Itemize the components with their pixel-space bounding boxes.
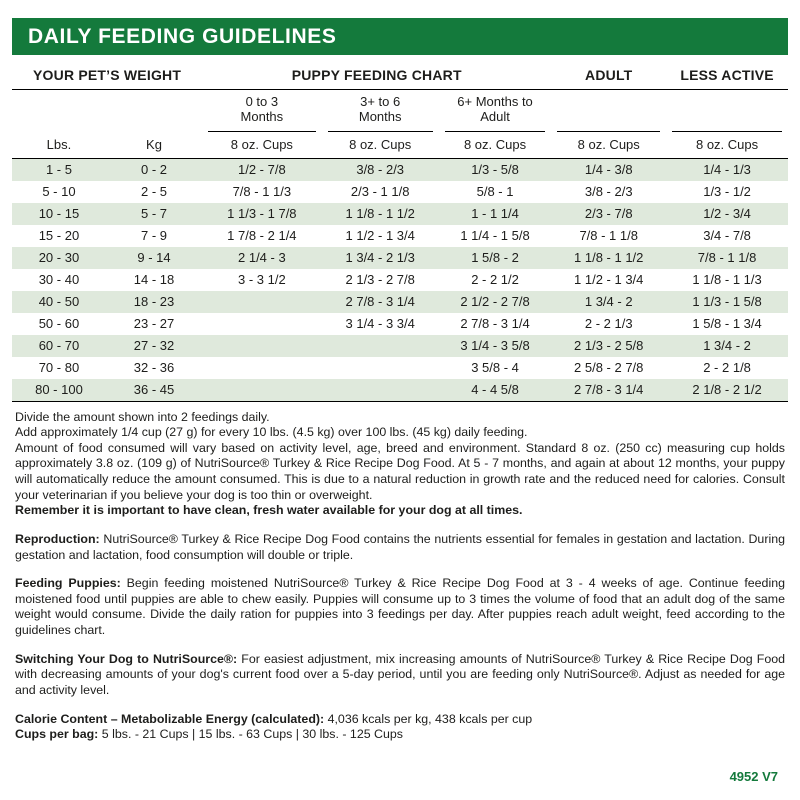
table-cell: 3 1/4 - 3 5/8	[460, 337, 530, 353]
table-cell: 4 - 4 5/8	[439, 379, 552, 402]
table-cell	[202, 379, 322, 402]
section-feeding-puppies-label: Feeding Puppies:	[15, 576, 121, 591]
section-reproduction-text: NutriSource® Turkey & Rice Recipe Dog Food contains the nutrients essential for females in gestation and lactation. During gestation and lactation, food consumption will double or triple.	[15, 531, 785, 562]
table-cell: 20 - 30	[38, 249, 80, 265]
table-cell	[202, 335, 322, 357]
unit-header-cups: 8 oz. Cups	[666, 132, 788, 159]
section-switching-text: For easiest adjustment, mix increasing amounts of NutriSource® Turkey & Rice Recipe Dog Food with decreasing amounts of your dog's current food over a 5-day period, until you are feeding only NutriSource®. Adjust as needed for age and activity level.	[15, 651, 785, 697]
col-group-puppy-chart: PUPPY FEEDING CHART	[202, 63, 551, 90]
table-cell: 50 - 60	[38, 315, 80, 331]
note-consumption: Amount of food consumed will vary based on activity level, age, breed and environment. Standard 8 oz. (250 cc) measuring cup holds approximately 3.8 oz. (109 g) of NutriSource® Turkey & Rice Recipe Dog Food. At 5 - 7 months, and again at about 12 months, your puppy will automatically reduce the amount consumed. This is due to a natural reduction in growth rate and the reduced need for calories. Consult your veterinarian if you believe your dog is too thin or overweight.	[15, 440, 785, 502]
table-cell: 3/8 - 2/3	[584, 183, 633, 199]
table-cell: 1/4 - 3/8	[584, 161, 633, 177]
section-feeding-puppies-text: Begin feeding moistened NutriSource® Turkey & Rice Recipe Dog Food at 3 - 4 weeks of age. Continue feeding moistened food until puppies are able to chew easily. Puppies will consume up to 3 times the volume of food that an adult dog of the same weight would consume. Divide the daily ration for puppies into 3 feedings per day. After puppies reach adult weight, feed according to the guidelines chart.	[15, 576, 785, 637]
table-cell: 1 - 5	[45, 161, 72, 177]
table-cell: 2 - 2 1/3	[584, 315, 633, 331]
table-cell: 2 7/8 - 3 1/4	[460, 315, 530, 331]
table-cell: 40 - 50	[38, 293, 80, 309]
table-cell	[322, 335, 439, 357]
table-row	[12, 357, 788, 379]
table-cell: 1 1/8 - 1 1/3	[692, 271, 762, 287]
table-cell: 1 5/8 - 2	[471, 249, 519, 265]
table-cell: 1 1/2 - 1 3/4	[345, 227, 415, 243]
table-cell: 1 1/8 - 1 1/2	[574, 249, 644, 265]
table-units-row	[12, 132, 788, 159]
unit-header-cups: 8 oz. Cups	[439, 132, 552, 159]
table-cell	[202, 291, 322, 313]
table-cell: 27 - 32	[133, 337, 175, 353]
age-header-0-3: 0 to 3 Months	[202, 90, 322, 132]
table-cell: 1 5/8 - 1 3/4	[692, 315, 762, 331]
table-cell: 1 3/4 - 2	[584, 293, 633, 309]
unit-header-kg: Kg	[106, 132, 202, 159]
note-fresh-water: Remember it is important to have clean, fresh water available for your dog at all times.	[15, 503, 523, 518]
table-row	[12, 247, 788, 269]
table-cell: 10 - 15	[38, 205, 80, 221]
table-cell: 1/3 - 1/2	[703, 183, 751, 199]
table-cell: 1 3/4 - 2 1/3	[345, 249, 415, 265]
feeding-table-head	[12, 63, 788, 158]
table-cell: 15 - 20	[38, 227, 80, 243]
table-cell: 60 - 70	[38, 337, 80, 353]
age-cell-empty	[106, 90, 202, 132]
table-cell	[322, 379, 439, 402]
unit-header-cups: 8 oz. Cups	[551, 132, 666, 159]
feeding-table-body	[12, 158, 788, 401]
col-group-adult: ADULT	[551, 63, 666, 90]
table-cell: 1 3/4 - 2	[703, 337, 751, 353]
age-header-3-6: 3+ to 6 Months	[322, 90, 439, 132]
table-cell: 3 5/8 - 4	[471, 359, 519, 375]
title-bar	[12, 18, 788, 55]
table-cell: 70 - 80	[38, 359, 80, 375]
cups-per-bag-value: 5 lbs. - 21 Cups | 15 lbs. - 63 Cups | 30 lbs. - 125 Cups	[101, 727, 403, 742]
section-feeding-puppies	[15, 576, 785, 639]
table-cell: 5 - 7	[140, 205, 167, 221]
table-cell: 7/8 - 1 1/8	[579, 227, 638, 243]
section-switching-label: Switching Your Dog to NutriSource®:	[15, 651, 238, 666]
table-cell: 80 - 100	[12, 379, 106, 402]
table-cell: 2 7/8 - 3 1/4	[551, 379, 666, 402]
table-row	[12, 269, 788, 291]
table-cell: 36 - 45	[106, 379, 202, 402]
calorie-content-value: 4,036 kcals per kg, 438 kcals per cup	[327, 711, 533, 726]
table-cell: 14 - 18	[133, 271, 175, 287]
footer-code: 4952 V7	[729, 769, 778, 784]
table-cell: 2 1/2 - 2 7/8	[460, 293, 530, 309]
col-group-less-active: LESS ACTIVE	[666, 63, 788, 90]
table-cell: 9 - 14	[137, 249, 171, 265]
age-cell-empty	[12, 90, 106, 132]
table-cell: 2 - 5	[140, 183, 167, 199]
table-cell: 2 1/3 - 2 7/8	[345, 271, 415, 287]
table-cell: 1 1/4 - 1 5/8	[460, 227, 530, 243]
notes-section	[12, 402, 788, 743]
table-row	[12, 203, 788, 225]
table-cell: 2 1/8 - 2 1/2	[666, 379, 788, 402]
table-cell: 7/8 - 1 1/3	[232, 183, 292, 199]
table-cell: 0 - 2	[140, 161, 167, 177]
table-cell: 1 1/8 - 1 1/2	[345, 205, 415, 221]
table-cell: 32 - 36	[133, 359, 175, 375]
table-row	[12, 225, 788, 247]
table-cell: 2/3 - 1 1/8	[350, 183, 410, 199]
table-row	[12, 335, 788, 357]
table-cell: 3/4 - 7/8	[703, 227, 751, 243]
table-cell: 2 7/8 - 3 1/4	[345, 293, 415, 309]
table-cell	[322, 357, 439, 379]
table-cell: 3 - 3 1/2	[238, 271, 286, 287]
table-row	[12, 181, 788, 203]
cups-per-bag-line	[15, 727, 785, 743]
table-cell: 1 7/8 - 2 1/4	[227, 227, 297, 243]
table-cell: 2 - 2 1/8	[703, 359, 751, 375]
note-divide-feedings: Divide the amount shown into 2 feedings daily.	[15, 409, 270, 424]
table-cell: 1/4 - 1/3	[703, 161, 751, 177]
table-cell	[202, 357, 322, 379]
table-cell: 1 1/3 - 1 7/8	[227, 205, 297, 221]
table-row	[12, 291, 788, 313]
section-switching	[15, 652, 785, 699]
table-cell: 30 - 40	[38, 271, 80, 287]
unit-header-cups: 8 oz. Cups	[322, 132, 439, 159]
table-cell	[202, 313, 322, 335]
calorie-content-label: Calorie Content – Metabolizable Energy (calculated):	[15, 711, 325, 726]
age-spacer-less-active	[666, 90, 788, 132]
table-cell: 1/3 - 5/8	[471, 161, 519, 177]
table-cell: 7/8 - 1 1/8	[697, 249, 757, 265]
section-reproduction	[15, 532, 785, 563]
note-add-cup: Add approximately 1/4 cup (27 g) for every 10 lbs. (4.5 kg) over 100 lbs. (45 kg) daily feeding.	[15, 425, 528, 440]
page-title: DAILY FEEDING GUIDELINES	[28, 24, 337, 48]
table-row	[12, 313, 788, 335]
age-header-6-adult: 6+ Months to Adult	[439, 90, 552, 132]
age-spacer-adult	[551, 90, 666, 132]
section-reproduction-label: Reproduction:	[15, 531, 100, 546]
feeding-table	[12, 63, 788, 402]
table-cell: 2 5/8 - 2 7/8	[574, 359, 644, 375]
table-cell: 18 - 23	[133, 293, 175, 309]
table-age-header-row	[12, 90, 788, 132]
unit-header-lbs: Lbs.	[12, 132, 106, 159]
table-cell: 3 1/4 - 3 3/4	[345, 315, 415, 331]
table-cell: 3/8 - 2/3	[356, 161, 405, 177]
table-cell: 23 - 27	[133, 315, 175, 331]
table-cell: 1/2 - 3/4	[703, 205, 751, 221]
table-group-header-row	[12, 63, 788, 90]
table-cell: 2 1/3 - 2 5/8	[574, 337, 644, 353]
table-cell: 1 1/2 - 1 3/4	[574, 271, 644, 287]
table-cell: 2 - 2 1/2	[471, 271, 519, 287]
table-cell: 5 - 10	[42, 183, 76, 199]
table-cell: 7 - 9	[140, 227, 167, 243]
table-cell: 1 1/3 - 1 5/8	[692, 293, 762, 309]
col-group-pet-weight: YOUR PET’S WEIGHT	[12, 63, 202, 90]
table-cell: 2 1/4 - 3	[238, 249, 286, 265]
cups-per-bag-label: Cups per bag:	[15, 727, 99, 742]
table-cell: 1 - 1 1/4	[471, 205, 519, 221]
calorie-content-line	[15, 712, 785, 728]
table-row	[12, 379, 788, 402]
unit-header-cups: 8 oz. Cups	[202, 132, 322, 159]
calorie-block	[15, 712, 785, 743]
table-cell: 2/3 - 7/8	[584, 205, 633, 221]
table-cell: 5/8 - 1	[476, 183, 514, 199]
table-cell: 1/2 - 7/8	[238, 161, 286, 177]
table-row	[12, 158, 788, 181]
